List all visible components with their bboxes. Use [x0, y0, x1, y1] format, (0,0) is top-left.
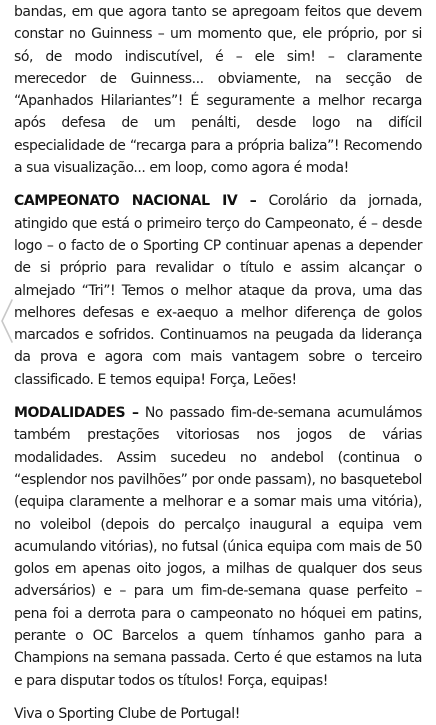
article-paragraph-1 — [14, 1, 422, 179]
article-paragraph-closing — [14, 703, 422, 725]
paragraph-heading: MODALIDADES – — [14, 405, 139, 422]
article-body — [14, 1, 422, 725]
paragraph-text: Viva o Sporting Clube de Portugal! — [14, 705, 240, 722]
chevron-left-icon[interactable] — [0, 298, 14, 344]
paragraph-text: No passado fim-de-semana acumulámos também prestações vitoriosas nos jogos de várias modalidades. Assim sucedeu no andebol (continua o “esplendor nos pavilhões” por onde passam), no basquetebol (equipa claramente a melhorar e a somar mais uma vitória), no voleibol (depois do percalço inaugural a equipa vem acumulando vitórias), no futsal (única equipa com mais de 50 golos em apenas oito jogos, a milhas de qualquer dos seus adversários) e – para um fim-de-semana quase perfeito – pena foi a derrota para o campeonato no hóquei em patins, perante o OC Barcelos a quem tínhamos ganho para a Champions na semana passada. Certo é que estamos na luta e para disputar todos os títulos! Força, equipas! — [14, 405, 422, 689]
paragraph-text: bandas, em que agora tanto se apregoam feitos que devem constar no Guinness – um momento que, ele próprio, por si só, de modo indiscutível, é – ele sim! – claramente merecedor de Guinness... obviamente, na secção de “Apanhados Hilariantes”! É seguramente a melhor recarga após defesa de um penálti, desde logo na difícil especialidade de “recarga para a própria baliza”! Recomendo a sua visualização... em loop, como agora é moda! — [14, 4, 422, 177]
paragraph-text: Corolário da jornada, atingido que está o primeiro terço do Campeonato, é – desde logo – o facto de o Sporting CP continuar apenas a depender de si próprio para revalidar o título e assim alcançar o almejado “Tri”! Temos o melhor ataque da prova, uma das melhores defesas e ex-aequo a melhor diferença de golos marcados e sofridos. Continuamos na peugada da liderança da prova e agora com mais vantagem sobre o terceiro classificado. E temos equipa! Força, Leões! — [14, 193, 422, 388]
article-paragraph-campeonato — [14, 190, 422, 391]
article-paragraph-modalidades — [14, 402, 422, 692]
paragraph-heading: CAMPEONATO NACIONAL IV – — [14, 193, 257, 210]
